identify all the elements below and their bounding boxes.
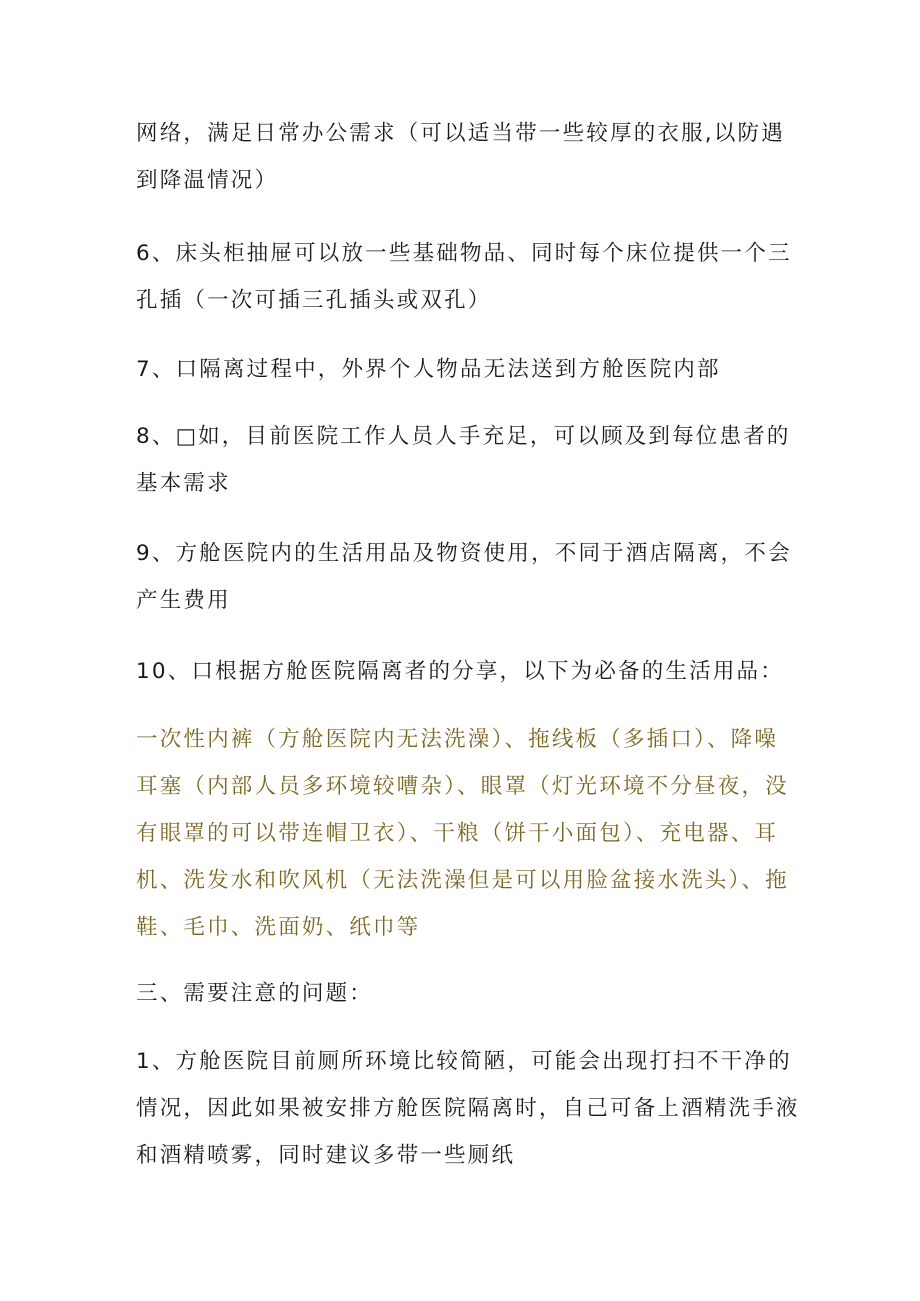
text-line: 鞋、毛巾、洗面奶、纸巾等: [136, 915, 421, 940]
text-line: 基本需求: [136, 471, 231, 496]
paragraph-item-9: [136, 530, 792, 624]
paragraph-item-10: [136, 648, 786, 695]
text-line: 情况，因此如果被安排方舱医院隔离时，自己可备上酒精洗手液: [136, 1096, 800, 1121]
paragraph-essentials-list: [136, 716, 789, 951]
section-heading-notes: [136, 970, 786, 1017]
text-line: 6、床头柜抽屉可以放一些基础物品、同时每个床位提供一个三: [136, 241, 792, 266]
paragraph-network-clothing: [136, 110, 786, 204]
text-line: 机、洗发水和吹风机（无法洗澡但是可以用脸盆接水洗头）、拖: [136, 868, 789, 893]
paragraph-item-6: [136, 230, 792, 324]
text-line: 产生费用: [136, 588, 231, 613]
text-line: 10、口根据方舱医院隔离者的分享，以下为必备的生活用品：: [136, 659, 784, 684]
text-line: 三、需要注意的问题：: [136, 981, 374, 1006]
text-line: 耳塞（内部人员多环境较嘈杂）、眼罩（灯光环境不分昼夜，没: [136, 774, 789, 799]
paragraph-item-7: [136, 346, 786, 393]
paragraph-note-1: [136, 1038, 800, 1179]
text-line: 9、方舱医院内的生活用品及物资使用，不同于酒店隔离，不会: [136, 541, 792, 566]
text-line: 孔插（一次可插三孔插头或双孔）: [136, 288, 492, 313]
text-line: 和酒精喷雾，同时建议多带一些厕纸: [136, 1143, 516, 1168]
text-line: 1、方舱医院目前厕所环境比较简陋，可能会出现打扫不干净的: [136, 1049, 792, 1074]
text-line: 网络，满足日常办公需求（可以适当带一些较厚的衣服,以防遇: [136, 121, 785, 146]
text-line: 有眼罩的可以带连帽卫衣）、干粮（饼干小面包）、充电器、耳: [136, 821, 779, 846]
text-line: 8、□如，目前医院工作人员人手充足，可以顾及到每位患者的: [136, 424, 791, 449]
text-line: 一次性内裤（方舱医院内无法洗澡）、拖线板（多插口）、降噪: [136, 727, 779, 752]
text-line: 7、口隔离过程中，外界个人物品无法送到方舱医院内部: [136, 357, 721, 382]
paragraph-item-8: [136, 413, 791, 507]
text-line: 到降温情况）: [136, 168, 279, 193]
